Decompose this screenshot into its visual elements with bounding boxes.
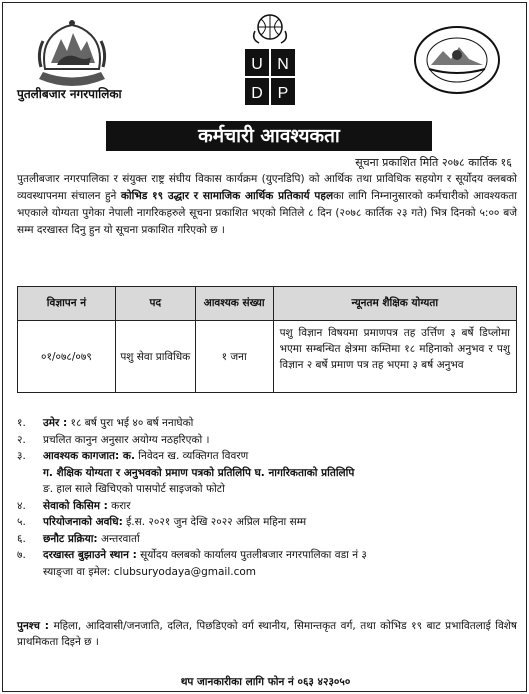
item-text: ई.स. २०२१ जुन देखि २०२२ अप्रिल महिना सम्म	[122, 516, 307, 528]
undp-letter-p: P	[277, 85, 289, 102]
list-item	[17, 448, 517, 465]
intro-text-2: का लागि निम्नानुसारको कर्मचारीको आवश्यकता भएकाले योग्यता पुगेका नेपाली नागरिकहरुले सूचना प्रकाशित भएको मितिले ८ दिन (२०७८ कार्तिक २३ गते) भित्र दिनको ५:०० बजे सम्म दरखास्त दिनु हुन यो सूचना प्रकाशित गरिएको छ ।	[17, 190, 517, 236]
municipality-name: पुतलीबजार नगरपालिका	[17, 87, 122, 101]
cell-count: १ जना	[195, 321, 273, 393]
suryodaya-club-seal	[413, 25, 501, 95]
intro-project-name: कोभिड १९ उद्धार र सामाजिक आर्थिक प्रतिकार्य पहल	[120, 190, 334, 202]
documents-line-3: ङ. हाल साले खिचिएको पासपोर्ट साइजको फोटो	[43, 483, 225, 495]
item-number: २.	[17, 433, 26, 446]
header-count: आवश्यक संख्या	[195, 287, 273, 321]
item-label: सेवाको किसिम :	[43, 499, 108, 512]
item-label: उमेर :	[43, 417, 68, 429]
item-number: १.	[17, 417, 26, 429]
footnote-label: पुनश्च :	[17, 620, 49, 632]
list-item	[17, 514, 517, 531]
item-text: १८ बर्ष पुरा भई ४० बर्ष ननाघेको	[67, 417, 194, 429]
header-qualification: न्यूनतम शैक्षिक योग्यता	[273, 287, 516, 321]
undp-letter-u: U	[251, 56, 263, 73]
footnote-text: महिला, आदिवासी/जनजाति, दलित, पिछडिएको वर्ग स्थानीय, सिमान्तकृत वर्ग, तथा कोभिड १९ बाट प्रभावितलाई विशेष प्राथमिकता दिइने छ ।	[17, 620, 517, 648]
cell-qualification: पशु विज्ञान विषयमा प्रमाणपत्र तह उर्त्तिण ३ बर्षे डिप्लोमा भएमा सम्बन्धित क्षेत्रमा कम्तिमा १८ महिनाको अनुभव र पशु विज्ञान २ बर्षे प्रमाण पत्र तह भएमा ३ बर्ष अनुभव	[273, 321, 516, 393]
list-item	[17, 531, 517, 548]
header-post: पद	[115, 287, 195, 321]
item-text: अन्तरवार्ता	[97, 532, 140, 545]
cell-ad-no: ०१/०७८/०७९	[18, 321, 116, 393]
list-item	[17, 432, 517, 449]
item-text: करार	[107, 499, 131, 512]
item-number: ४.	[17, 499, 26, 512]
undp-letter-n: N	[277, 56, 289, 73]
contact-phone: थप जानकारीका लागि फोन नं ०६३ ४२३०५०	[180, 676, 351, 688]
nepal-emblem-logo	[31, 17, 113, 87]
list-item	[17, 547, 517, 564]
item-number: ३.	[17, 450, 26, 462]
page-title-banner: कर्मचारी आवश्यकता	[106, 121, 432, 151]
item-label: दरखास्त बुझाउने स्थान :	[43, 549, 137, 561]
item-number: ६.	[17, 532, 26, 545]
undp-letter-d: D	[251, 85, 263, 102]
footnote	[17, 618, 517, 650]
item-number: ५.	[17, 516, 26, 528]
item-text: प्रचलित कानुन अनुसार अयोग्य नठहरिएको ।	[43, 433, 210, 446]
publish-date: सूचना प्रकाशित मिति २०७८ कार्तिक १६	[355, 156, 512, 169]
table-header-row	[18, 287, 517, 321]
submission-email-line: स्याङ्जा वा इमेल: clubsuryodaya@gmail.com	[43, 565, 257, 578]
requirements-list	[17, 415, 517, 580]
item-label: परियोजनाको अवधि:	[43, 516, 123, 528]
notice-page	[2, 2, 527, 692]
item-label: आवश्यक कागजात: क.	[43, 450, 135, 462]
item-number: ७.	[17, 549, 26, 561]
intro-paragraph	[17, 171, 517, 239]
vacancy-table	[17, 286, 517, 393]
cell-post: पशु सेवा प्राविधिक	[115, 321, 195, 393]
item-text: सूर्योदय क्लबको कार्यालय पुतलीबजार नगरपालिका वडा नं ३	[136, 549, 367, 561]
documents-line-2: ग. शैक्षिक योग्यता र अनुभवको प्रमाण पत्रको प्रतिलिपि घ. नागरिकताको प्रतिलिपि	[43, 466, 355, 479]
list-item	[17, 415, 517, 432]
intro-text-1: पुतलीबजार नगरपालिका र संयुक्त राष्ट्र संघीय विकास कार्यक्रम (युएनडिपि) को आर्थिक तथा प्राविधिक सहयोग र सूर्योदय क्लबको व्यवस्थापनमा संचालन हुने	[17, 173, 517, 202]
item-label: छनौट प्रक्रिया:	[43, 532, 98, 545]
undp-logo	[243, 11, 297, 111]
list-item	[17, 498, 517, 515]
table-row	[18, 321, 517, 393]
header-ad-no: विज्ञापन नं	[18, 287, 116, 321]
item-text: निवेदन ख. व्यक्तिगत विवरण	[134, 450, 249, 462]
